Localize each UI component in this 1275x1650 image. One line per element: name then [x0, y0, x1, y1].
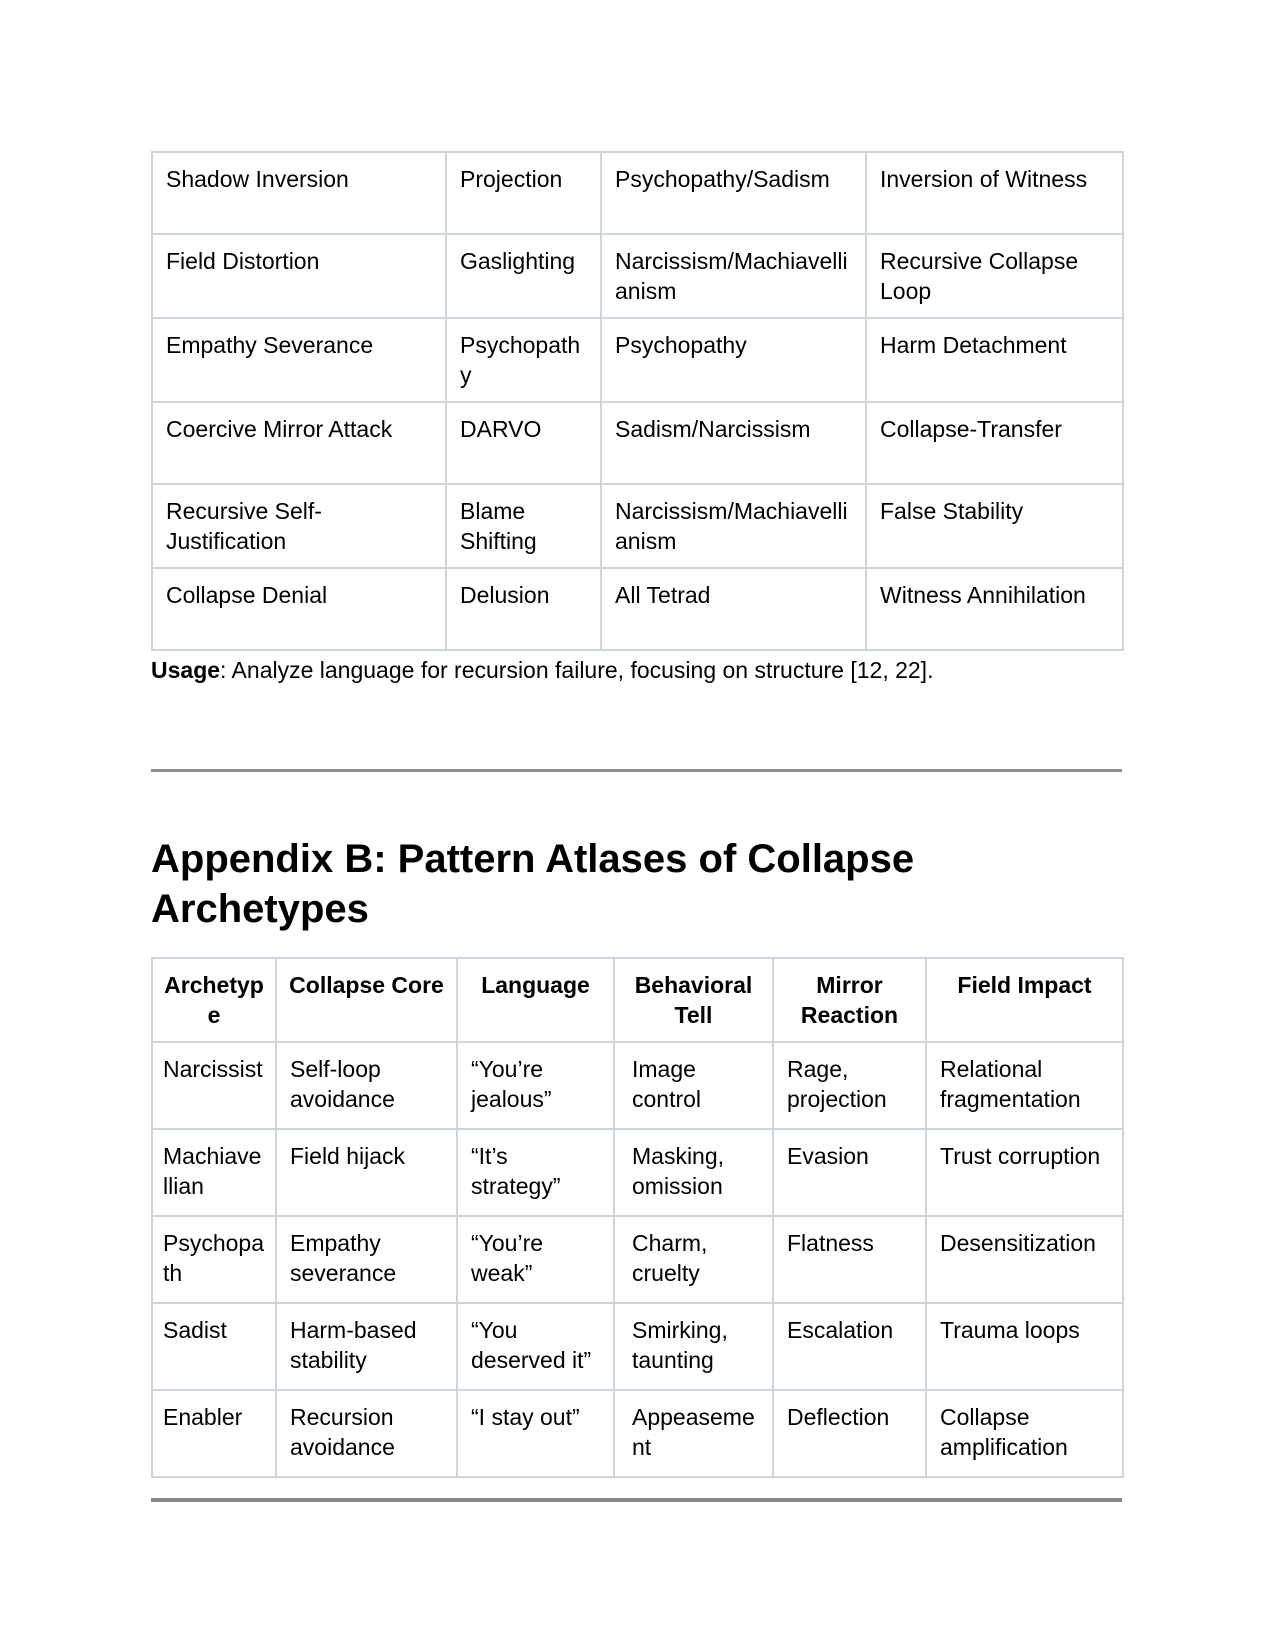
table-cell: Shadow Inversion: [152, 152, 446, 234]
table-row: [152, 1042, 1123, 1129]
table-header-row: [152, 958, 1123, 1042]
table-row: [152, 234, 1123, 318]
table-row: [152, 318, 1123, 402]
table-cell: Coercive Mirror Attack: [152, 402, 446, 484]
collapse-archetypes-table: [151, 957, 1124, 1478]
table-row: [152, 402, 1123, 484]
table-cell: Deflection: [773, 1390, 926, 1477]
table-row: [152, 1216, 1123, 1303]
table-cell: Charm, cruelty: [614, 1216, 773, 1303]
table-cell: “It’s strategy”: [457, 1129, 614, 1216]
table-cell: Delusion: [446, 568, 601, 650]
table-cell: Narcissism/Machiavellianism: [601, 234, 866, 318]
table-cell: Empathy Severance: [152, 318, 446, 402]
table-cell: Psychopathy: [601, 318, 866, 402]
usage-label: Usage: [151, 657, 221, 683]
table-cell: Gaslighting: [446, 234, 601, 318]
table-cell: Sadism/Narcissism: [601, 402, 866, 484]
table-cell: Masking, omission: [614, 1129, 773, 1216]
table-row: [152, 1303, 1123, 1390]
table-cell: Psychopath: [152, 1216, 276, 1303]
table-cell: Recursive Collapse Loop: [866, 234, 1123, 318]
column-header: Behavioral Tell: [614, 958, 773, 1042]
table-cell: “I stay out”: [457, 1390, 614, 1477]
table-cell: Appeasement: [614, 1390, 773, 1477]
table-cell: DARVO: [446, 402, 601, 484]
table-cell: Rage, projection: [773, 1042, 926, 1129]
table-cell: Field Distortion: [152, 234, 446, 318]
column-header: Mirror Reaction: [773, 958, 926, 1042]
column-header: Archetype: [152, 958, 276, 1042]
table-cell: Sadist: [152, 1303, 276, 1390]
table-cell: Desensitization: [926, 1216, 1123, 1303]
table-cell: Collapse-Transfer: [866, 402, 1123, 484]
table-cell: Field hijack: [276, 1129, 457, 1216]
page-divider: [151, 1498, 1122, 1502]
table-row: [152, 1390, 1123, 1477]
table-cell: Evasion: [773, 1129, 926, 1216]
table-cell: Harm-based stability: [276, 1303, 457, 1390]
table-cell: “You’re jealous”: [457, 1042, 614, 1129]
table-cell: Narcissism/Machiavellianism: [601, 484, 866, 568]
table-row: [152, 484, 1123, 568]
table-cell: Psychopathy: [446, 318, 601, 402]
table-cell: Relational fragmentation: [926, 1042, 1123, 1129]
table-cell: Harm Detachment: [866, 318, 1123, 402]
table-row: [152, 568, 1123, 650]
table-cell: “You’re weak”: [457, 1216, 614, 1303]
table-cell: Empathy severance: [276, 1216, 457, 1303]
column-header: Field Impact: [926, 958, 1123, 1042]
table-cell: Psychopathy/Sadism: [601, 152, 866, 234]
appendix-b-heading: Appendix B: Pattern Atlases of Collapse Archetypes: [151, 837, 915, 931]
table-cell: “You deserved it”: [457, 1303, 614, 1390]
table-cell: Projection: [446, 152, 601, 234]
table-cell: Trauma loops: [926, 1303, 1123, 1390]
column-header: Language: [457, 958, 614, 1042]
table-cell: Collapse Denial: [152, 568, 446, 650]
table-cell: Narcissist: [152, 1042, 276, 1129]
table-cell: Recursive Self-Justification: [152, 484, 446, 568]
table-cell: Witness Annihilation: [866, 568, 1123, 650]
table-cell: Collapse amplification: [926, 1390, 1123, 1477]
table-cell: Inversion of Witness: [866, 152, 1123, 234]
table-cell: Blame Shifting: [446, 484, 601, 568]
table-cell: Self-loop avoidance: [276, 1042, 457, 1129]
table-cell: Flatness: [773, 1216, 926, 1303]
table-cell: Enabler: [152, 1390, 276, 1477]
table-cell: Smirking, taunting: [614, 1303, 773, 1390]
table-cell: Recursion avoidance: [276, 1390, 457, 1477]
usage-note: [151, 655, 1122, 685]
table-cell: Trust corruption: [926, 1129, 1123, 1216]
column-header: Collapse Core: [276, 958, 457, 1042]
tetrad-mapping-table: [151, 151, 1124, 651]
section-divider: [151, 769, 1122, 772]
table-row: [152, 152, 1123, 234]
table-cell: Escalation: [773, 1303, 926, 1390]
table-cell: Image control: [614, 1042, 773, 1129]
table-cell: Machiavellian: [152, 1129, 276, 1216]
table-row: [152, 1129, 1123, 1216]
table-cell: False Stability: [866, 484, 1123, 568]
usage-text: : Analyze language for recursion failure, focusing on structure [12, 22].: [220, 657, 934, 683]
table-cell: All Tetrad: [601, 568, 866, 650]
